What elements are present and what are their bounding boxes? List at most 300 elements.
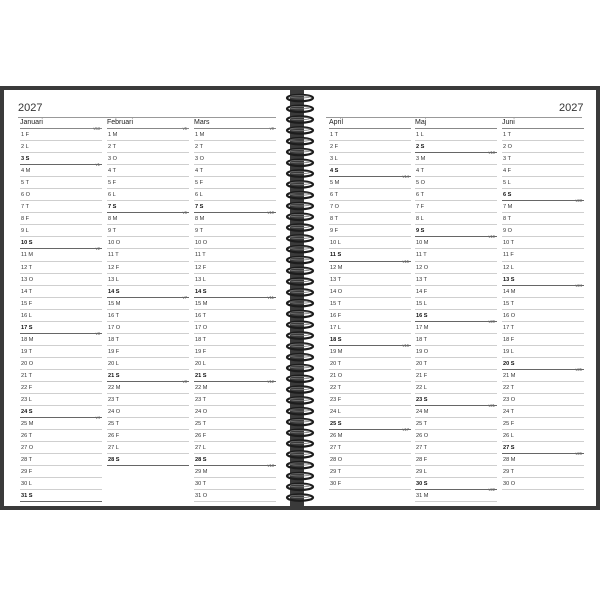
month-column-april: [329, 118, 411, 490]
day-label: 10 L: [330, 240, 341, 247]
day-label: 4 M: [21, 168, 31, 175]
day-label: 23 S: [416, 397, 428, 404]
day-row: [502, 451, 584, 466]
day-row: [329, 342, 411, 358]
day-row: [107, 454, 189, 466]
day-row: [20, 201, 102, 213]
day-label: 6 L: [108, 192, 116, 199]
day-label: 3 L: [330, 156, 338, 163]
day-label: 25 T: [195, 421, 207, 428]
day-label: 26 M: [330, 433, 343, 440]
day-row: [329, 298, 411, 310]
day-row: [415, 454, 497, 466]
month-column-maj: [415, 118, 497, 502]
day-row: [107, 394, 189, 406]
spiral-ring-highlight: [290, 333, 310, 335]
day-label: 7 M: [503, 204, 513, 211]
spiral-ring-highlight: [290, 366, 310, 368]
spiral-ring-highlight: [290, 160, 310, 162]
spiral-ring-highlight: [290, 344, 310, 346]
day-row: [20, 442, 102, 454]
week-number: v6: [182, 210, 187, 216]
day-label: 20 L: [195, 360, 206, 367]
day-label: 29 F: [21, 469, 33, 476]
day-label: 4 T: [108, 168, 116, 175]
day-row: [194, 237, 276, 249]
day-label: 1 L: [416, 132, 424, 138]
day-label: 29 T: [330, 469, 342, 476]
spiral-ring-highlight: [290, 474, 310, 476]
day-row: [107, 189, 189, 201]
month-title: Juni: [502, 118, 584, 129]
day-label: 23 T: [108, 397, 120, 404]
day-label: 16 O: [503, 312, 516, 319]
day-label: 30 T: [195, 481, 207, 488]
day-label: 22 M: [108, 384, 121, 391]
day-row: [329, 153, 411, 165]
day-label: 1 T: [330, 132, 338, 138]
day-row: [194, 249, 276, 261]
day-row: [502, 382, 584, 394]
day-label: 7 S: [195, 204, 204, 211]
day-row: [329, 249, 411, 261]
spiral-ring-highlight: [290, 452, 310, 454]
day-row: [415, 478, 497, 490]
day-label: 9 T: [108, 228, 116, 235]
spiral-ring-highlight: [290, 268, 310, 270]
month-title: Maj: [415, 118, 497, 129]
day-row: [415, 430, 497, 442]
day-row: [329, 406, 411, 418]
day-row: [329, 225, 411, 237]
day-label: 17 O: [108, 324, 121, 331]
day-label: 18 S: [330, 336, 342, 343]
day-row: [502, 346, 584, 358]
week-number: v21: [488, 403, 495, 409]
week-number: v24: [575, 282, 582, 288]
day-label: 26 L: [503, 433, 514, 440]
spiral-ring-highlight: [290, 193, 310, 195]
day-label: 19 O: [416, 348, 429, 355]
spiral-ring-highlight: [290, 376, 310, 378]
day-label: 15 M: [195, 300, 208, 307]
day-label: 19 L: [503, 348, 514, 355]
day-row: [194, 346, 276, 358]
day-row: [107, 378, 189, 394]
spiral-ring-highlight: [290, 258, 310, 260]
day-label: 2 T: [195, 144, 203, 151]
day-row: [329, 454, 411, 466]
day-label: 3 M: [416, 156, 426, 163]
day-label: 24 M: [416, 409, 429, 416]
day-row: [20, 415, 102, 430]
day-label: 23 L: [21, 397, 32, 404]
day-row: [502, 394, 584, 406]
spiral-ring-highlight: [290, 279, 310, 281]
day-label: 17 L: [330, 324, 341, 331]
day-row: [502, 310, 584, 322]
day-row: [502, 366, 584, 382]
day-label: 6 O: [21, 192, 31, 199]
week-number: v15: [402, 258, 409, 264]
day-row: [329, 466, 411, 478]
spiral-ring-highlight: [290, 106, 310, 108]
day-label: 20 O: [21, 360, 34, 367]
day-label: 18 T: [108, 336, 120, 343]
day-row: [194, 378, 276, 394]
day-row: [502, 418, 584, 430]
day-label: 10 M: [416, 240, 429, 247]
day-row: [194, 141, 276, 153]
day-label: 14 T: [21, 288, 33, 295]
day-row: [329, 310, 411, 322]
day-label: 30 F: [330, 481, 342, 488]
week-number: v16: [402, 342, 409, 348]
day-label: 2 S: [416, 144, 425, 151]
day-label: 18 F: [503, 336, 515, 343]
day-row: [107, 237, 189, 249]
spiral-ring-highlight: [290, 236, 310, 238]
day-label: 17 S: [21, 324, 33, 331]
day-row: [415, 189, 497, 201]
week-number: v14: [402, 174, 409, 180]
month-title: Februari: [107, 118, 189, 129]
day-row: [415, 370, 497, 382]
week-number: v11: [267, 294, 274, 300]
day-label: 8 T: [330, 216, 338, 223]
day-label: 12 T: [21, 264, 33, 271]
day-row: [194, 454, 276, 466]
day-label: 23 F: [330, 397, 342, 404]
week-number: v12: [267, 378, 274, 384]
day-row: [502, 189, 584, 201]
day-label: 29 T: [503, 469, 515, 476]
week-number: v10: [267, 210, 274, 216]
day-label: 10 T: [503, 240, 515, 247]
spiral-ring-highlight: [290, 171, 310, 173]
spiral-ring-highlight: [290, 214, 310, 216]
day-row: [20, 274, 102, 286]
day-label: 7 S: [108, 204, 117, 211]
day-label: 5 L: [503, 180, 511, 187]
day-row: [502, 334, 584, 346]
day-row: [415, 466, 497, 478]
day-row: [415, 442, 497, 454]
week-number: v2: [95, 246, 100, 252]
day-label: 24 T: [503, 409, 515, 416]
day-row: [415, 201, 497, 213]
spiral-ring-highlight: [290, 484, 310, 486]
day-label: 12 O: [416, 264, 429, 271]
day-label: 13 L: [195, 276, 206, 283]
day-row: [415, 262, 497, 274]
day-row: [20, 454, 102, 466]
day-row: [20, 213, 102, 225]
day-label: 5 M: [330, 180, 340, 187]
day-label: 6 T: [330, 192, 338, 199]
day-label: 27 S: [503, 445, 515, 452]
day-row: [329, 382, 411, 394]
day-label: 11 T: [416, 252, 427, 259]
day-label: 28 O: [330, 457, 343, 464]
day-row: [107, 418, 189, 430]
day-row: [194, 478, 276, 490]
day-label: 9 O: [503, 228, 513, 235]
day-row: [20, 430, 102, 442]
day-row: [107, 249, 189, 261]
day-row: [194, 126, 276, 141]
day-label: 15 L: [416, 300, 427, 307]
day-label: 16 S: [416, 312, 428, 319]
day-row: [415, 487, 497, 502]
day-label: 21 S: [195, 372, 207, 379]
day-row: [20, 382, 102, 394]
day-row: [415, 150, 497, 165]
week-number: v26: [575, 451, 582, 457]
week-number: v8: [182, 378, 187, 384]
day-label: 2 L: [21, 144, 29, 151]
day-row: [107, 141, 189, 153]
day-row: [415, 382, 497, 394]
day-label: 13 L: [108, 276, 119, 283]
day-label: 25 T: [416, 421, 428, 428]
day-row: [415, 225, 497, 237]
day-label: 22 T: [503, 384, 515, 391]
day-label: 21 M: [503, 372, 516, 379]
day-label: 10 O: [195, 240, 208, 247]
day-row: [194, 334, 276, 346]
day-row: [194, 165, 276, 177]
day-label: 15 T: [503, 300, 515, 307]
day-label: 20 S: [503, 360, 515, 367]
month-title: Mars: [194, 118, 276, 129]
day-label: 26 T: [21, 433, 33, 440]
day-label: 16 T: [195, 312, 207, 319]
day-row: [20, 478, 102, 490]
day-label: 11 S: [330, 252, 342, 259]
day-row: [20, 322, 102, 334]
day-row: [415, 403, 497, 418]
day-row: [329, 286, 411, 298]
day-label: 27 T: [330, 445, 342, 452]
day-label: 13 T: [330, 276, 342, 283]
day-label: 4 T: [416, 168, 424, 175]
day-row: [329, 258, 411, 274]
day-row: [415, 286, 497, 298]
day-label: 22 T: [330, 384, 342, 391]
day-label: 28 F: [416, 457, 428, 464]
week-number: v1: [95, 162, 100, 168]
day-row: [415, 310, 497, 322]
day-label: 18 T: [195, 336, 207, 343]
week-number: v20: [488, 318, 495, 324]
day-label: 19 F: [108, 348, 120, 355]
day-row: [107, 310, 189, 322]
day-row: [502, 225, 584, 237]
day-label: 1 M: [108, 132, 118, 138]
day-row: [194, 286, 276, 298]
day-label: 31 M: [416, 493, 429, 500]
day-row: [329, 201, 411, 213]
spiral-ring-highlight: [290, 139, 310, 141]
spiral-ring-highlight: [290, 290, 310, 292]
day-row: [20, 286, 102, 298]
day-label: 10 S: [21, 240, 33, 247]
day-label: 26 O: [416, 433, 429, 440]
day-label: 1 F: [21, 132, 30, 138]
day-row: [107, 126, 189, 141]
day-row: [20, 162, 102, 177]
day-row: [329, 442, 411, 454]
day-row: [415, 234, 497, 249]
day-label: 15 F: [21, 300, 33, 307]
day-label: 12 F: [108, 264, 120, 271]
day-label: 14 S: [108, 288, 120, 295]
day-label: 3 O: [108, 156, 118, 163]
day-row: [20, 177, 102, 189]
day-label: 16 L: [21, 312, 32, 319]
day-row: [194, 463, 276, 478]
day-row: [502, 165, 584, 177]
day-row: [20, 310, 102, 322]
day-row: [194, 225, 276, 237]
day-label: 23 O: [503, 397, 516, 404]
day-row: [194, 370, 276, 382]
spiral-ring-highlight: [290, 301, 310, 303]
day-label: 10 O: [108, 240, 121, 247]
day-row: [107, 346, 189, 358]
spiral-ring-highlight: [290, 322, 310, 324]
day-label: 3 T: [503, 156, 511, 163]
day-row: [329, 370, 411, 382]
day-label: 24 O: [108, 409, 121, 416]
day-row: [194, 442, 276, 454]
day-row: [194, 201, 276, 213]
day-label: 9 T: [195, 228, 203, 235]
day-label: 31 S: [21, 493, 33, 500]
day-row: [415, 141, 497, 153]
day-row: [329, 478, 411, 490]
day-row: [194, 406, 276, 418]
day-row: [20, 346, 102, 358]
day-row: [415, 177, 497, 189]
day-row: [107, 406, 189, 418]
day-label: 30 O: [503, 481, 516, 488]
day-row: [194, 153, 276, 165]
day-row: [502, 177, 584, 189]
day-row: [415, 358, 497, 370]
day-label: 11 T: [108, 252, 119, 259]
day-label: 6 L: [195, 192, 203, 199]
day-label: 7 F: [416, 204, 425, 211]
week-number: v5: [182, 126, 187, 131]
week-number: v53: [93, 126, 100, 131]
day-row: [20, 141, 102, 153]
day-row: [329, 322, 411, 334]
spiral-ring-highlight: [290, 398, 310, 400]
day-row: [107, 334, 189, 346]
day-row: [502, 406, 584, 418]
day-row: [107, 262, 189, 274]
month-column-februari: [107, 118, 189, 466]
day-label: 18 M: [21, 336, 34, 343]
day-row: [20, 246, 102, 261]
day-row: [502, 274, 584, 286]
week-number: v18: [488, 150, 495, 156]
day-label: 8 L: [416, 216, 424, 223]
day-row: [502, 478, 584, 490]
spiral-ring-highlight: [290, 96, 310, 98]
day-label: 5 T: [21, 180, 29, 187]
day-label: 13 O: [21, 276, 34, 283]
week-number: v9: [269, 126, 274, 131]
week-number: v23: [575, 198, 582, 204]
day-row: [329, 394, 411, 406]
week-number: v25: [575, 366, 582, 372]
day-row: [415, 334, 497, 346]
right-page-year: 2027: [559, 102, 584, 114]
day-row: [20, 189, 102, 201]
day-row: [415, 394, 497, 406]
day-row: [194, 418, 276, 430]
day-label: 3 O: [195, 156, 205, 163]
day-label: 2 O: [503, 144, 513, 151]
day-label: 5 O: [416, 180, 426, 187]
day-label: 22 L: [416, 384, 427, 391]
day-row: [502, 141, 584, 153]
day-row: [194, 430, 276, 442]
week-number: v22: [488, 487, 495, 493]
day-label: 14 O: [330, 288, 343, 295]
day-row: [20, 358, 102, 370]
day-row: [20, 406, 102, 418]
day-label: 9 S: [416, 228, 425, 235]
day-row: [502, 282, 584, 298]
day-label: 12 M: [330, 264, 343, 271]
day-row: [194, 310, 276, 322]
spiral-ring-highlight: [290, 441, 310, 443]
day-label: 13 S: [503, 276, 515, 283]
day-label: 22 M: [195, 384, 208, 391]
day-label: 19 F: [195, 348, 207, 355]
week-number: v17: [402, 427, 409, 433]
day-label: 21 T: [21, 372, 33, 379]
day-label: 8 M: [108, 216, 118, 223]
day-label: 17 T: [503, 324, 515, 331]
day-label: 29 M: [195, 469, 208, 476]
day-row: [329, 237, 411, 249]
day-row: [502, 322, 584, 334]
day-label: 25 S: [330, 421, 342, 428]
day-label: 14 S: [195, 288, 207, 295]
week-number: v4: [95, 415, 100, 421]
spiral-ring-highlight: [290, 150, 310, 152]
day-row: [107, 430, 189, 442]
day-label: 12 L: [503, 264, 514, 271]
day-label: 7 O: [330, 204, 340, 211]
day-label: 17 M: [416, 324, 429, 331]
day-row: [107, 177, 189, 189]
day-row: [107, 286, 189, 298]
day-row: [502, 129, 584, 141]
day-label: 31 O: [195, 493, 208, 500]
day-row: [20, 298, 102, 310]
day-row: [502, 298, 584, 310]
day-row: [194, 274, 276, 286]
day-row: [194, 294, 276, 310]
day-label: 15 M: [108, 300, 121, 307]
month-title: April: [329, 118, 411, 129]
